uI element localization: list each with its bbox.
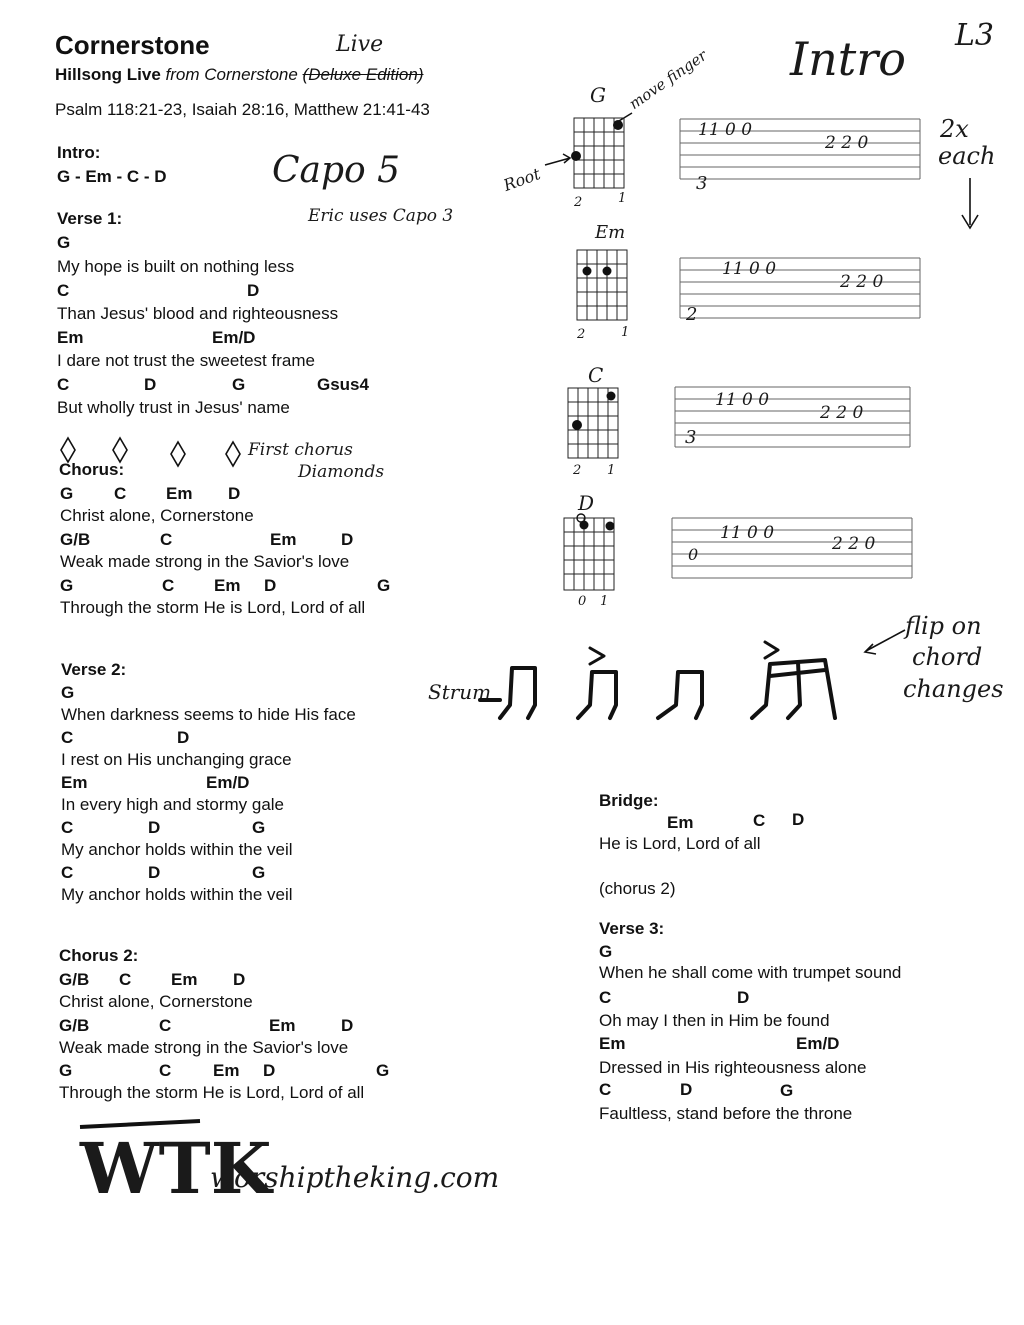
- lyric-line: Christ alone, Cornerstone: [59, 992, 253, 1011]
- chord: C: [61, 818, 74, 837]
- chord: G: [780, 1081, 794, 1100]
- tab-notes: 11 0 0: [720, 523, 775, 543]
- chord: G: [232, 375, 246, 394]
- chord: D: [680, 1080, 693, 1099]
- lyric-line: Christ alone, Cornerstone: [60, 506, 254, 525]
- chord-name: C: [588, 363, 604, 387]
- chord-diagram-g: [560, 80, 630, 210]
- song-title: Cornerstone: [55, 30, 210, 60]
- repeat-note-1: 2x: [940, 115, 969, 143]
- chord: D: [148, 863, 161, 882]
- chord-diagram-d: [552, 488, 627, 610]
- chord: C: [160, 530, 173, 549]
- finger-number: 2: [577, 327, 586, 342]
- tab-notes: 11 0 0: [715, 390, 770, 410]
- chord: Em: [61, 773, 88, 792]
- capo-alt-note: Eric uses Capo 3: [308, 206, 454, 226]
- verse2-label: Verse 2:: [61, 660, 127, 679]
- strum-notes-icon: [480, 668, 535, 718]
- verse3-label: Verse 3:: [599, 919, 665, 938]
- chord: Em/D: [206, 773, 250, 792]
- chord: D: [247, 281, 260, 300]
- chord: G: [376, 1061, 390, 1080]
- chord: C: [61, 728, 74, 747]
- chord: G: [60, 484, 74, 503]
- chord: C: [159, 1016, 172, 1035]
- lyric-line: My anchor holds within the veil: [61, 840, 293, 859]
- artist: Hillsong Live: [55, 65, 161, 84]
- lyric-line: Through the storm He is Lord, Lord of all: [60, 598, 366, 617]
- tab-staff-em: [680, 252, 930, 327]
- chord: G: [252, 818, 266, 837]
- chord: C: [57, 281, 70, 300]
- chord: D: [341, 530, 354, 549]
- chorus-label: Chorus:: [59, 460, 125, 479]
- strum-pattern: [480, 640, 880, 730]
- tab-bass-note: 3: [696, 173, 708, 194]
- chorus2-label: Chorus 2:: [59, 946, 139, 965]
- chord: D: [228, 484, 241, 503]
- strum-label: Strum: [428, 680, 492, 704]
- lyric-line: I rest on His unchanging grace: [61, 750, 292, 769]
- finger-number: 1: [621, 325, 630, 340]
- verse1-label: Verse 1:: [57, 209, 123, 228]
- tab-bass-note: 3: [685, 427, 697, 448]
- chord: D: [264, 576, 277, 595]
- chord: Em: [270, 530, 297, 549]
- chord-name: D: [578, 491, 595, 515]
- chord: D: [737, 988, 750, 1007]
- tab-notes: 11 0 0: [698, 120, 753, 140]
- chord: C: [162, 576, 175, 595]
- chord-diagram-em: [565, 218, 635, 343]
- capo-note: Capo 5: [272, 150, 401, 191]
- chord: G: [57, 233, 71, 252]
- first-chorus-note: First chorus: [248, 440, 353, 460]
- finger-number: 0: [578, 594, 587, 609]
- chord: C: [119, 970, 132, 989]
- lyric-line: Faultless, stand before the throne: [599, 1104, 853, 1123]
- finger-number: 1: [618, 191, 627, 206]
- chord: G: [60, 576, 74, 595]
- lyric-line: My hope is built on nothing less: [57, 257, 295, 276]
- album: from Cornerstone: [165, 65, 298, 84]
- chord: C: [599, 988, 612, 1007]
- tab-notes: 2 2 0: [840, 272, 884, 292]
- lyric-line: In every high and stormy gale: [61, 795, 285, 814]
- chord: G/B: [59, 1016, 90, 1035]
- strum-notes-icon: [752, 660, 835, 718]
- diamonds-note: Diamonds: [298, 462, 385, 482]
- lyric-line: I dare not trust the sweetest frame: [57, 351, 315, 370]
- chord-diagram-c: [555, 360, 625, 480]
- intro-heading: Intro: [790, 32, 906, 86]
- chord: C: [114, 484, 127, 503]
- down-arrow-icon: [962, 178, 978, 228]
- flip-note-1: flip on: [905, 612, 982, 640]
- chord: C: [753, 811, 766, 830]
- chord: G: [599, 942, 613, 961]
- lyric-line: But wholly trust in Jesus' name: [57, 398, 290, 417]
- lyric-line: My anchor holds within the veil: [61, 885, 293, 904]
- chord: D: [144, 375, 157, 394]
- root-note: Root: [500, 164, 543, 195]
- lyric-line: Weak made strong in the Savior's love: [59, 1038, 349, 1057]
- strum-notes-icon: [578, 672, 616, 718]
- chord: G: [377, 576, 391, 595]
- chord: Em: [214, 576, 241, 595]
- tab-notes: 2 2 0: [825, 133, 869, 153]
- chord: Em/D: [212, 328, 256, 347]
- chord: C: [61, 863, 74, 882]
- chord: G/B: [60, 530, 91, 549]
- chord-name: G: [590, 83, 606, 107]
- chord: Em: [57, 328, 84, 347]
- chord: D: [148, 818, 161, 837]
- tab-bass-note: 0: [688, 545, 699, 564]
- chord: Em: [213, 1061, 240, 1080]
- intro-label: Intro:: [57, 143, 101, 162]
- flip-note-2: chord: [912, 643, 983, 671]
- chord: D: [233, 970, 246, 989]
- chord: C: [159, 1061, 172, 1080]
- chord-name: Em: [595, 222, 626, 243]
- chord: Em/D: [796, 1034, 840, 1053]
- chord: G/B: [59, 970, 90, 989]
- lyric-line: Weak made strong in the Savior's love: [60, 552, 350, 571]
- lyric-line: Dressed in His righteousness alone: [599, 1058, 867, 1077]
- strum-notes-icon: [658, 672, 702, 718]
- chord: G: [252, 863, 266, 882]
- chord: D: [792, 810, 805, 829]
- chord: D: [263, 1061, 276, 1080]
- accent-icon: [765, 642, 778, 658]
- finger-number: 1: [600, 594, 609, 609]
- intro-chords: G - Em - C - D: [57, 167, 167, 186]
- chord: C: [599, 1080, 612, 1099]
- tab-notes: 2 2 0: [832, 534, 876, 554]
- wtk-logo: [80, 1105, 500, 1210]
- logo-mark: WTK: [80, 1127, 272, 1210]
- tab-staff-d: [672, 515, 917, 585]
- lyric-line: Oh may I then in Him be found: [599, 1011, 830, 1030]
- lyric-line: He is Lord, Lord of all: [599, 834, 761, 853]
- chord: Em: [667, 813, 694, 832]
- tab-notes: 2 2 0: [820, 403, 864, 423]
- scripture-references: Psalm 118:21-23, Isaiah 28:16, Matthew 21:41-43: [55, 100, 430, 119]
- chord: C: [57, 375, 70, 394]
- tab-bass-note: 2: [686, 304, 698, 325]
- edition-struck: (Deluxe Edition): [302, 65, 424, 84]
- move-finger-note: move finger: [625, 46, 711, 113]
- lyric-line: Than Jesus' blood and righteousness: [57, 304, 339, 323]
- chord: Gsus4: [317, 375, 369, 394]
- page-code: L3: [955, 18, 995, 53]
- accent-icon: [590, 648, 604, 664]
- tab-staff-c: [675, 385, 915, 455]
- tab-staff-g: [680, 115, 925, 194]
- finger-number: 1: [607, 463, 616, 478]
- site-name: worshiptheking.com: [210, 1161, 500, 1194]
- lyric-line: Through the storm He is Lord, Lord of all: [59, 1083, 365, 1102]
- chord: Em: [166, 484, 193, 503]
- repeat-note-2: each: [938, 142, 996, 170]
- flip-note-3: changes: [903, 675, 1004, 703]
- finger-number: 2: [574, 195, 583, 210]
- tab-notes: 11 0 0: [722, 259, 777, 279]
- bridge-label: Bridge:: [599, 791, 659, 810]
- chord: G: [61, 683, 75, 702]
- chorus-reference: (chorus 2): [599, 879, 676, 898]
- lyric-line: When he shall come with trumpet sound: [599, 963, 902, 982]
- chord: D: [341, 1016, 354, 1035]
- chord: Em: [599, 1034, 626, 1053]
- live-note: Live: [336, 32, 384, 57]
- chord: D: [177, 728, 190, 747]
- finger-number: 2: [573, 463, 582, 478]
- chord: Em: [269, 1016, 296, 1035]
- chord: G: [59, 1061, 73, 1080]
- lyric-line: When darkness seems to hide His face: [61, 705, 356, 724]
- chord: Em: [171, 970, 198, 989]
